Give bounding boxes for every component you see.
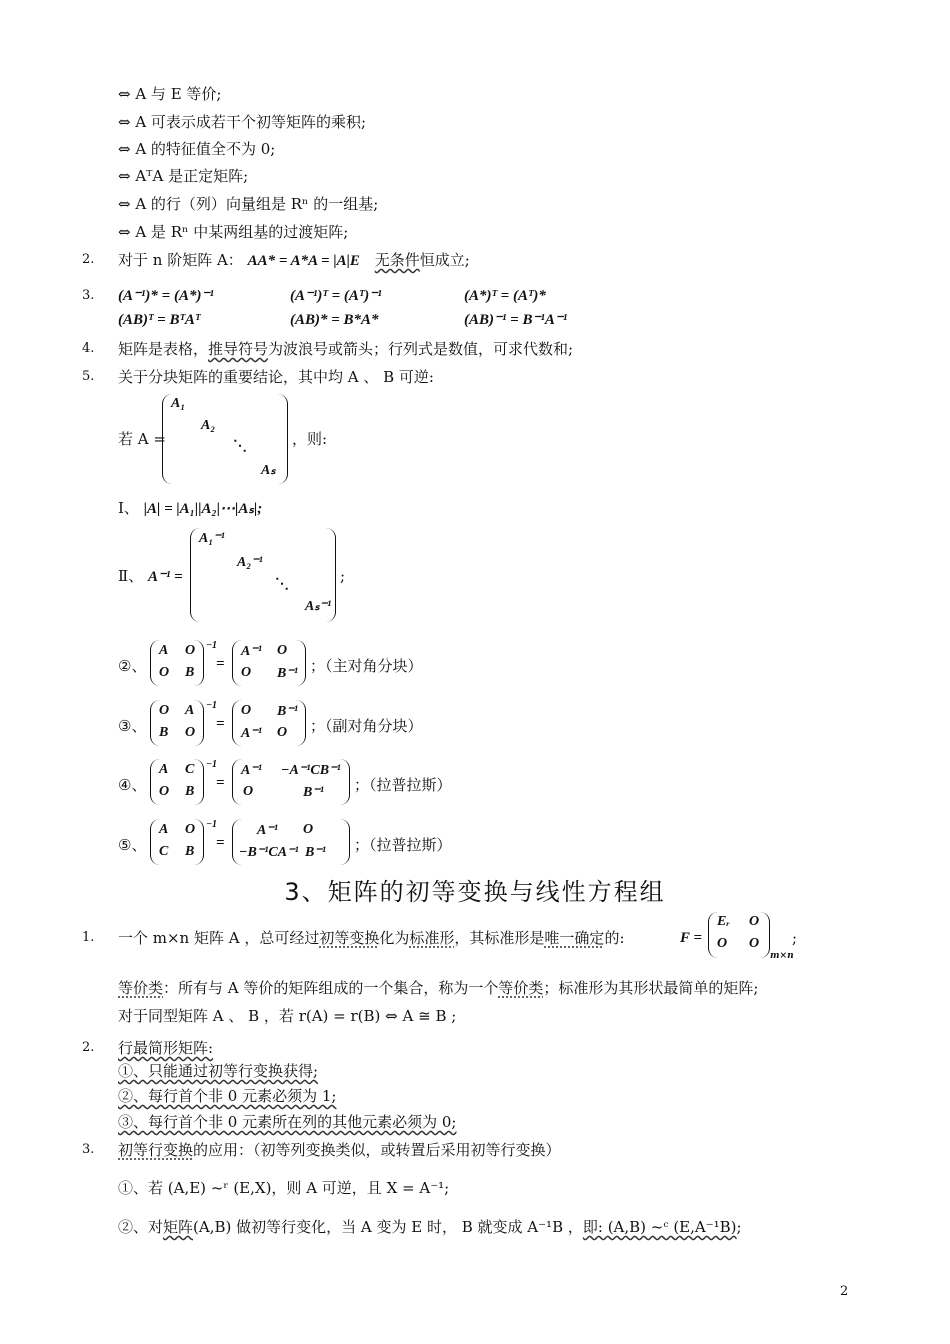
s2-line-1: ①、只能通过初等行变换获得; <box>118 1062 319 1080</box>
b4-left-cell: B <box>185 784 195 799</box>
item-2-text: 对于 n 阶矩阵 A： <box>118 251 243 269</box>
s1-standard-form: 标准形 <box>409 929 455 947</box>
b5-right-cell: A⁻¹ <box>257 823 278 838</box>
b4-right-cell: O <box>243 784 254 799</box>
item-4 <box>118 339 573 359</box>
item-4-derivation-symbol: 推导符号 <box>208 340 269 358</box>
b2-right-cell: O <box>277 643 288 658</box>
b2-equals: = <box>216 656 225 672</box>
s3-2e: ; <box>736 1218 742 1236</box>
b3-equals: = <box>216 716 225 732</box>
equiv-line-4: ⇔ AᵀA 是正定矩阵; <box>118 167 249 185</box>
b3-left-matrix <box>150 700 204 746</box>
b5-right-cell: O <box>303 822 314 837</box>
then-label: ，则: <box>292 430 328 448</box>
b3-left-cell: O <box>185 725 196 740</box>
item-2-unconditional: 无条件 <box>374 251 420 269</box>
item-number-3: 3. <box>82 288 95 303</box>
same-type-line: 对于同型矩阵 A 、 B ，若 r(A) = r(B) ⇔ A ≅ B ; <box>118 1007 457 1025</box>
formula-r1c2: (A⁻¹)ᵀ = (Aᵀ)⁻¹ <box>290 288 382 304</box>
s1-unique: 唯一确定 <box>544 929 605 947</box>
b3-inverse-sup: −1 <box>206 700 218 711</box>
inverse-diagonal-matrix <box>190 528 336 622</box>
b4-note: ；（拉普拉斯） <box>354 776 452 794</box>
std-er: Eᵣ <box>717 914 730 929</box>
std-o3: O <box>749 936 760 951</box>
s3-line <box>118 1140 561 1160</box>
equiv-class-term-2: 等价类 <box>498 979 544 997</box>
s3-row-transform: 初等行变换 <box>118 1141 194 1159</box>
item-4-a: 矩阵是表格， <box>118 340 209 358</box>
equiv-class-line <box>118 978 758 998</box>
b3-right-matrix <box>232 700 306 746</box>
b2-right-matrix <box>232 640 306 686</box>
formula-r2c1: (AB)ᵀ = BᵀAᵀ <box>118 312 201 328</box>
diag-as: Aₛ <box>261 463 276 478</box>
b3-left-cell: O <box>159 703 170 718</box>
s2-line-3: ③、每行首个非 0 元素所在列的其他元素必须为 0; <box>118 1113 457 1131</box>
s3-b: 的应用：（初等列变换类似，或转置后采用初等行变换） <box>193 1141 561 1159</box>
b4-left-cell: C <box>185 762 195 777</box>
b4-right-cell: B⁻¹ <box>303 785 324 800</box>
b5-right-matrix <box>232 819 350 865</box>
b2-right-cell: B⁻¹ <box>277 666 298 681</box>
b4-right-cell: A⁻¹ <box>241 763 262 778</box>
b5-right-cell: B⁻¹ <box>305 845 326 860</box>
s3-app-1: ①、若 (A,E) ~ʳ (E,X)，则 A 可逆，且 X = A⁻¹; <box>118 1179 450 1197</box>
item-5: 关于分块矩阵的重要结论，其中均 A 、 B 可逆: <box>118 368 434 386</box>
diag-dots: ⋱ <box>233 439 247 454</box>
result-1-label: Ⅰ、 <box>118 499 139 517</box>
b5-note: ；（拉普拉斯） <box>354 836 452 854</box>
inv-diag-dots: ⋱ <box>275 577 289 592</box>
b5-left-cell: O <box>185 822 196 837</box>
section-item-number-3: 3. <box>82 1142 95 1157</box>
b4-left-matrix <box>150 759 204 805</box>
item-2-formula: AA* = A*A = |A|E <box>247 253 360 269</box>
b4-left-cell: O <box>159 784 170 799</box>
b2-left-cell: O <box>159 665 170 680</box>
equiv-line-5: ⇔ A 的行（列）向量组是 Rⁿ 的一组基; <box>118 195 379 213</box>
standard-form-matrix <box>708 912 770 958</box>
b5-left-cell: A <box>159 822 169 837</box>
item-number-5: 5. <box>82 369 95 384</box>
result-1 <box>118 498 262 519</box>
inv-diag-as: Aₛ⁻¹ <box>305 599 332 614</box>
b4-right-cell: −A⁻¹CB⁻¹ <box>281 763 341 778</box>
item-4-c: 为波浪号或箭头；行列式是数值，可求代数和; <box>268 340 574 358</box>
std-subscript: m×n <box>770 951 794 961</box>
item-2 <box>118 250 470 271</box>
section-item-number-2: 2. <box>82 1040 95 1055</box>
s3-2d: 即: (A,B) ~ᶜ (E,A⁻¹B) <box>582 1218 737 1236</box>
b3-right-cell: O <box>277 725 288 740</box>
if-a-label: 若 A = <box>118 430 166 448</box>
b2-left-cell: O <box>185 643 196 658</box>
b2-left-matrix <box>150 640 204 686</box>
b4-label: ④、 <box>118 776 147 794</box>
b3-right-cell: O <box>241 703 252 718</box>
s1-F-label: F = <box>680 930 703 946</box>
diag-a1: A₁ <box>171 396 186 411</box>
s3-2a: ②、对 <box>118 1218 164 1236</box>
equiv-line-3: ⇔ A 的特征值全不为 0; <box>118 140 276 158</box>
b5-inverse-sup: −1 <box>206 819 218 830</box>
b2-left-cell: A <box>159 643 169 658</box>
b4-inverse-sup: −1 <box>206 759 218 770</box>
formula-r2c2: (AB)* = B*A* <box>290 312 379 328</box>
formula-r1c3: (A*)ᵀ = (Aᵀ)* <box>464 288 546 304</box>
s1-a: 一个 m×n 矩阵 A ，总可经过 <box>118 929 320 947</box>
equiv-line-6: ⇔ A 是 Rⁿ 中某两组基的过渡矩阵; <box>118 223 349 241</box>
equiv-line-1: ⇔ A 与 E 等价; <box>118 85 222 103</box>
std-o2: O <box>717 936 728 951</box>
formula-r2c3: (AB)⁻¹ = B⁻¹A⁻¹ <box>464 312 568 328</box>
section-title: 3、矩阵的初等变换与线性方程组 <box>284 878 666 906</box>
b5-left-matrix <box>150 819 204 865</box>
b5-equals: = <box>216 835 225 851</box>
b3-right-cell: A⁻¹ <box>241 726 262 741</box>
s3-app-2 <box>118 1217 742 1237</box>
equiv-class-d: ；标准形为其形状最简单的矩阵; <box>543 979 759 997</box>
block-diagonal-matrix <box>162 394 288 484</box>
b3-left-cell: B <box>159 725 169 740</box>
formula-r1c1: (A⁻¹)* = (A*)⁻¹ <box>118 288 214 304</box>
result-2 <box>118 566 183 587</box>
s1-semicolon: ; <box>792 929 798 947</box>
b3-note: ；（副对角分块） <box>310 717 423 735</box>
item-number-4: 4. <box>82 341 95 356</box>
page-number: 2 <box>840 1284 849 1299</box>
b3-label: ③、 <box>118 717 147 735</box>
result-2-lhs: A⁻¹ = <box>147 569 183 585</box>
inv-diag-a1: A₁⁻¹ <box>199 531 225 546</box>
equiv-class-term: 等价类 <box>118 979 164 997</box>
b5-left-cell: C <box>159 844 169 859</box>
b4-right-matrix <box>232 759 350 805</box>
s2-title: 行最简形矩阵: <box>118 1039 214 1057</box>
inv-diag-a2: A₂⁻¹ <box>237 555 263 570</box>
std-o1: O <box>749 914 760 929</box>
diag-a2: A₂ <box>201 418 216 433</box>
b2-note: ；（主对角分块） <box>310 657 423 675</box>
item-number-2: 2. <box>82 252 95 267</box>
s1-e: ，其标准形是 <box>454 929 545 947</box>
s1-g: 的: <box>604 929 625 947</box>
b4-equals: = <box>216 775 225 791</box>
b5-left-cell: B <box>185 844 195 859</box>
b2-right-cell: O <box>241 665 252 680</box>
result-2-semicolon: ; <box>340 567 346 585</box>
b3-left-cell: A <box>185 703 195 718</box>
result-1-formula: |A| = |A₁||A₂|⋯|Aₛ|; <box>143 501 263 517</box>
equiv-class-b: ：所有与 A 等价的矩阵组成的一个集合，称为一个 <box>163 979 499 997</box>
b5-label: ⑤、 <box>118 836 147 854</box>
b2-inverse-sup: −1 <box>206 640 218 651</box>
s2-line-2: ②、每行首个非 0 元素必须为 1; <box>118 1087 337 1105</box>
section-item-1 <box>118 928 625 948</box>
b3-right-cell: B⁻¹ <box>277 704 298 719</box>
equiv-line-2: ⇔ A 可表示成若干个初等矩阵的乘积; <box>118 113 366 131</box>
s1-elementary-transform: 初等变换 <box>319 929 380 947</box>
s1-c: 化为 <box>379 929 410 947</box>
b2-right-cell: A⁻¹ <box>241 644 262 659</box>
section-item-number-1: 1. <box>82 930 95 945</box>
b2-label: ②、 <box>118 657 147 675</box>
item-2-tail: 恒成立; <box>419 251 470 269</box>
s3-2c: (A,B) 做初等行变化，当 A 变为 E 时， B 就变成 A⁻¹B ， <box>193 1218 583 1236</box>
result-2-label: Ⅱ、 <box>118 567 144 585</box>
b5-right-cell: −B⁻¹CA⁻¹ <box>239 845 299 860</box>
s3-2-matrix: 矩阵 <box>163 1218 194 1236</box>
b4-left-cell: A <box>159 762 169 777</box>
b2-left-cell: B <box>185 665 195 680</box>
